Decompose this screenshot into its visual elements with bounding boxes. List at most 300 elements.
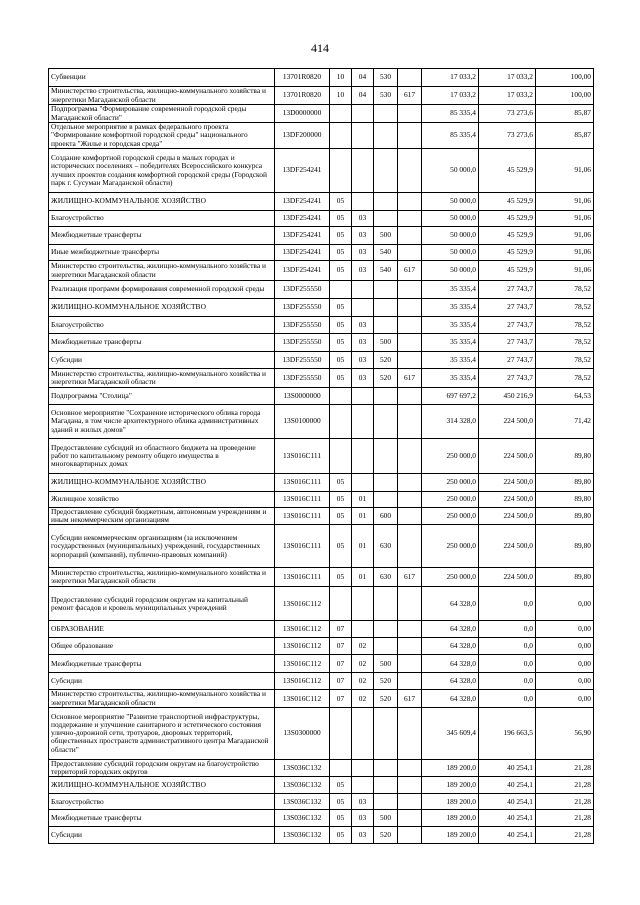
row-administrator-cell [398, 123, 422, 149]
row-code-cell: 13S036C132 [275, 759, 330, 776]
row-code-cell: 13DF254241 [275, 211, 330, 227]
row-percent-cell: 100,00 [536, 87, 594, 105]
row-section-cell: 05 [330, 245, 352, 261]
row-subsection-cell: 01 [352, 525, 374, 568]
row-name-cell: ЖИЛИЩНО-КОММУНАЛЬНОЕ ХОЗЯЙСТВО [49, 299, 275, 317]
row-name-cell: ЖИЛИЩНО-КОММУНАЛЬНОЕ ХОЗЯЙСТВО [49, 193, 275, 211]
row-expense-type-cell: 520 [374, 827, 398, 844]
row-approved-amount-cell: 35 335,4 [422, 299, 479, 317]
row-approved-amount-cell: 85 335,4 [422, 105, 479, 123]
row-executed-amount-cell: 40 254,1 [479, 794, 536, 810]
row-approved-amount-cell: 697 697,2 [422, 388, 479, 405]
row-percent-cell: 85,87 [536, 123, 594, 149]
row-code-cell: 13S016C112 [275, 587, 330, 621]
row-section-cell [330, 105, 352, 123]
row-expense-type-cell: 500 [374, 655, 398, 673]
row-code-cell: 13S016C111 [275, 474, 330, 492]
row-section-cell: 05 [330, 492, 352, 508]
row-administrator-cell [398, 149, 422, 193]
table-row [49, 405, 594, 439]
row-name-cell: Благоустройство [49, 317, 275, 334]
row-subsection-cell [352, 193, 374, 211]
row-subsection-cell: 03 [352, 352, 374, 369]
row-percent-cell: 78,52 [536, 334, 594, 352]
row-approved-amount-cell: 64 328,0 [422, 621, 479, 638]
row-subsection-cell: 04 [352, 69, 374, 87]
row-executed-amount-cell: 40 254,1 [479, 827, 536, 844]
table-row [49, 193, 594, 211]
row-subsection-cell: 01 [352, 492, 374, 508]
row-name-cell: ОБРАЗОВАНИЕ [49, 621, 275, 638]
row-percent-cell: 89,80 [536, 474, 594, 492]
table-row [49, 299, 594, 317]
row-name-cell: Предоставление субсидий бюджетным, автономным учреждениям и иным некоммерческим организациям [49, 508, 275, 525]
row-administrator-cell: 617 [398, 568, 422, 587]
row-subsection-cell: 03 [352, 334, 374, 352]
table-row [49, 707, 594, 759]
row-name-cell: Благоустройство [49, 794, 275, 810]
row-code-cell: 13S016C112 [275, 655, 330, 673]
row-administrator-cell [398, 587, 422, 621]
row-executed-amount-cell: 27 743,7 [479, 352, 536, 369]
row-percent-cell: 89,80 [536, 525, 594, 568]
table-row [49, 334, 594, 352]
row-approved-amount-cell: 189 200,0 [422, 759, 479, 776]
row-section-cell: 05 [330, 211, 352, 227]
row-name-cell: Основное мероприятие "Развитие транспортной инфраструктуры, поддержание и улучшение санитарного и эстетического состояния улично-дорожной сети, тротуаров, дворовых территорий, общественных пространств административного центра Магаданской области" [49, 707, 275, 759]
row-section-cell: 05 [330, 352, 352, 369]
row-percent-cell: 91,06 [536, 193, 594, 211]
row-executed-amount-cell: 27 743,7 [479, 334, 536, 352]
row-name-cell: Предоставление субсидий городским округам на благоустройство территорий городских округов [49, 759, 275, 776]
row-subsection-cell: 03 [352, 810, 374, 827]
row-section-cell: 05 [330, 474, 352, 492]
row-percent-cell: 0,00 [536, 638, 594, 655]
row-name-cell: Министерство строительства, жилищно-коммунального хозяйства и энергетики Магаданской области [49, 87, 275, 105]
row-expense-type-cell [374, 105, 398, 123]
table-row [49, 638, 594, 655]
row-name-cell: Министерство строительства, жилищно-коммунального хозяйства и энергетики Магаданской области [49, 261, 275, 281]
row-expense-type-cell: 520 [374, 352, 398, 369]
row-administrator-cell [398, 474, 422, 492]
row-subsection-cell: 01 [352, 568, 374, 587]
row-section-cell: 05 [330, 777, 352, 794]
row-code-cell: 13S0000000 [275, 388, 330, 405]
table-row [49, 810, 594, 827]
row-code-cell: 13DF254241 [275, 261, 330, 281]
row-name-cell: Иные межбюджетные трансферты [49, 245, 275, 261]
table-row [49, 621, 594, 638]
row-administrator-cell [398, 638, 422, 655]
row-percent-cell: 21,28 [536, 777, 594, 794]
row-name-cell: Субвенции [49, 69, 275, 87]
row-code-cell: 13DF255550 [275, 299, 330, 317]
row-executed-amount-cell: 0,0 [479, 690, 536, 707]
row-code-cell: 13S036C132 [275, 794, 330, 810]
row-code-cell: 13DF255550 [275, 369, 330, 388]
row-percent-cell: 78,52 [536, 352, 594, 369]
row-executed-amount-cell: 17 033,2 [479, 69, 536, 87]
table-row [49, 123, 594, 149]
row-section-cell [330, 388, 352, 405]
row-approved-amount-cell: 50 000,0 [422, 227, 479, 245]
row-code-cell: 13DF255550 [275, 317, 330, 334]
row-percent-cell: 21,28 [536, 759, 594, 776]
row-expense-type-cell: 520 [374, 369, 398, 388]
row-code-cell: 13DF255550 [275, 281, 330, 299]
row-approved-amount-cell: 35 335,4 [422, 317, 479, 334]
row-name-cell: Подпрограмма "Столица" [49, 388, 275, 405]
row-administrator-cell [398, 352, 422, 369]
row-code-cell: 13D0000000 [275, 105, 330, 123]
row-name-cell: Общее образование [49, 638, 275, 655]
row-approved-amount-cell: 50 000,0 [422, 261, 479, 281]
row-administrator-cell [398, 621, 422, 638]
row-administrator-cell [398, 211, 422, 227]
row-code-cell: 13S016C112 [275, 690, 330, 707]
row-subsection-cell: 03 [352, 261, 374, 281]
row-expense-type-cell [374, 794, 398, 810]
row-expense-type-cell [374, 299, 398, 317]
row-expense-type-cell [374, 759, 398, 776]
table-row [49, 673, 594, 690]
row-name-cell: Субсидии [49, 673, 275, 690]
row-executed-amount-cell: 45 529,9 [479, 245, 536, 261]
row-code-cell: 13DF255550 [275, 334, 330, 352]
table-row [49, 69, 594, 87]
row-administrator-cell [398, 707, 422, 759]
row-executed-amount-cell: 0,0 [479, 621, 536, 638]
row-code-cell: 13701R0820 [275, 87, 330, 105]
row-executed-amount-cell: 196 663,5 [479, 707, 536, 759]
table-row [49, 245, 594, 261]
row-executed-amount-cell: 27 743,7 [479, 299, 536, 317]
row-subsection-cell [352, 707, 374, 759]
row-expense-type-cell [374, 474, 398, 492]
row-percent-cell: 91,06 [536, 149, 594, 193]
row-subsection-cell: 01 [352, 508, 374, 525]
row-section-cell: 05 [330, 299, 352, 317]
row-administrator-cell [398, 299, 422, 317]
row-expense-type-cell [374, 707, 398, 759]
row-approved-amount-cell: 250 000,0 [422, 568, 479, 587]
row-expense-type-cell [374, 281, 398, 299]
table-row [49, 474, 594, 492]
row-administrator-cell [398, 281, 422, 299]
row-section-cell: 05 [330, 827, 352, 844]
row-executed-amount-cell: 45 529,9 [479, 149, 536, 193]
row-expense-type-cell: 500 [374, 810, 398, 827]
row-approved-amount-cell: 17 033,2 [422, 69, 479, 87]
row-percent-cell: 89,80 [536, 568, 594, 587]
row-subsection-cell [352, 621, 374, 638]
row-name-cell: Межбюджетные трансферты [49, 334, 275, 352]
row-subsection-cell: 03 [352, 245, 374, 261]
table-row [49, 777, 594, 794]
row-name-cell: Подпрограмма "Формирование современной городской среды Магаданской области" [49, 105, 275, 123]
table-row [49, 352, 594, 369]
row-approved-amount-cell: 50 000,0 [422, 193, 479, 211]
row-expense-type-cell: 500 [374, 227, 398, 245]
row-expense-type-cell: 530 [374, 87, 398, 105]
row-section-cell [330, 405, 352, 439]
row-section-cell: 07 [330, 673, 352, 690]
row-section-cell [330, 759, 352, 776]
row-executed-amount-cell: 224 500,0 [479, 525, 536, 568]
row-administrator-cell [398, 673, 422, 690]
row-approved-amount-cell: 250 000,0 [422, 474, 479, 492]
row-executed-amount-cell: 73 273,6 [479, 123, 536, 149]
row-subsection-cell: 02 [352, 655, 374, 673]
row-approved-amount-cell: 189 200,0 [422, 827, 479, 844]
row-code-cell: 13DF200000 [275, 123, 330, 149]
row-executed-amount-cell: 17 033,2 [479, 87, 536, 105]
table-row [49, 508, 594, 525]
row-expense-type-cell [374, 638, 398, 655]
row-approved-amount-cell: 35 335,4 [422, 352, 479, 369]
row-approved-amount-cell: 64 328,0 [422, 638, 479, 655]
row-name-cell: Министерство строительства, жилищно-коммунального хозяйства и энергетики Магаданской области [49, 369, 275, 388]
row-percent-cell: 21,28 [536, 794, 594, 810]
row-administrator-cell [398, 105, 422, 123]
row-percent-cell: 85,87 [536, 105, 594, 123]
row-administrator-cell: 617 [398, 369, 422, 388]
table-row [49, 827, 594, 844]
row-name-cell: Благоустройство [49, 211, 275, 227]
row-percent-cell: 0,00 [536, 690, 594, 707]
row-name-cell: Межбюджетные трансферты [49, 227, 275, 245]
row-executed-amount-cell: 224 500,0 [479, 405, 536, 439]
row-section-cell: 10 [330, 87, 352, 105]
row-administrator-cell [398, 810, 422, 827]
row-expense-type-cell: 520 [374, 673, 398, 690]
row-executed-amount-cell: 0,0 [479, 638, 536, 655]
row-subsection-cell: 02 [352, 690, 374, 707]
row-expense-type-cell [374, 777, 398, 794]
row-code-cell: 13S016C112 [275, 621, 330, 638]
row-executed-amount-cell: 45 529,9 [479, 261, 536, 281]
row-administrator-cell [398, 439, 422, 474]
row-percent-cell: 56,90 [536, 707, 594, 759]
row-percent-cell: 91,06 [536, 227, 594, 245]
row-subsection-cell: 03 [352, 369, 374, 388]
row-section-cell: 05 [330, 317, 352, 334]
row-subsection-cell [352, 299, 374, 317]
row-code-cell: 13DF255550 [275, 352, 330, 369]
table-row [49, 211, 594, 227]
row-approved-amount-cell: 314 328,0 [422, 405, 479, 439]
row-approved-amount-cell: 189 200,0 [422, 810, 479, 827]
row-section-cell: 05 [330, 568, 352, 587]
row-subsection-cell [352, 123, 374, 149]
row-code-cell: 13S016C111 [275, 525, 330, 568]
row-executed-amount-cell: 0,0 [479, 655, 536, 673]
table-row [49, 794, 594, 810]
table-row [49, 492, 594, 508]
row-name-cell: ЖИЛИЩНО-КОММУНАЛЬНОЕ ХОЗЯЙСТВО [49, 777, 275, 794]
row-expense-type-cell: 520 [374, 690, 398, 707]
row-subsection-cell: 02 [352, 673, 374, 690]
row-administrator-cell [398, 317, 422, 334]
row-section-cell: 07 [330, 690, 352, 707]
row-executed-amount-cell: 224 500,0 [479, 508, 536, 525]
row-expense-type-cell: 630 [374, 525, 398, 568]
table-row [49, 87, 594, 105]
row-section-cell: 05 [330, 334, 352, 352]
row-executed-amount-cell: 224 500,0 [479, 439, 536, 474]
row-name-cell: Министерство строительства, жилищно-коммунального хозяйства и энергетики Магаданской области [49, 690, 275, 707]
row-section-cell: 05 [330, 508, 352, 525]
row-section-cell: 05 [330, 794, 352, 810]
row-administrator-cell [398, 193, 422, 211]
row-subsection-cell: 04 [352, 87, 374, 105]
row-name-cell: Реализация программ формирования современной городской среды [49, 281, 275, 299]
row-executed-amount-cell: 27 743,7 [479, 369, 536, 388]
budget-table [48, 68, 594, 844]
row-name-cell: ЖИЛИЩНО-КОММУНАЛЬНОЕ ХОЗЯЙСТВО [49, 474, 275, 492]
row-subsection-cell: 03 [352, 211, 374, 227]
row-expense-type-cell: 540 [374, 245, 398, 261]
row-code-cell: 13S016C112 [275, 638, 330, 655]
table-row [49, 227, 594, 245]
row-expense-type-cell: 600 [374, 508, 398, 525]
row-approved-amount-cell: 35 335,4 [422, 334, 479, 352]
row-executed-amount-cell: 27 743,7 [479, 317, 536, 334]
row-code-cell: 13DF254241 [275, 227, 330, 245]
row-section-cell: 05 [330, 193, 352, 211]
row-code-cell: 13S016C111 [275, 439, 330, 474]
row-administrator-cell [398, 388, 422, 405]
row-expense-type-cell [374, 211, 398, 227]
row-approved-amount-cell: 345 609,4 [422, 707, 479, 759]
row-administrator-cell [398, 405, 422, 439]
table-row [49, 525, 594, 568]
row-approved-amount-cell: 50 000,0 [422, 149, 479, 193]
row-subsection-cell [352, 777, 374, 794]
row-subsection-cell: 03 [352, 317, 374, 334]
row-percent-cell: 0,00 [536, 673, 594, 690]
row-subsection-cell [352, 405, 374, 439]
row-subsection-cell [352, 149, 374, 193]
row-executed-amount-cell: 45 529,9 [479, 211, 536, 227]
table-row [49, 317, 594, 334]
row-code-cell: 13S036C132 [275, 827, 330, 844]
row-code-cell: 13S016C112 [275, 673, 330, 690]
row-percent-cell: 91,06 [536, 261, 594, 281]
row-code-cell: 13S036C132 [275, 777, 330, 794]
row-subsection-cell [352, 388, 374, 405]
table-row [49, 568, 594, 587]
row-executed-amount-cell: 45 529,9 [479, 227, 536, 245]
row-name-cell: Министерство строительства, жилищно-коммунального хозяйства и энергетики Магаданской области [49, 568, 275, 587]
row-code-cell: 13701R0820 [275, 69, 330, 87]
row-code-cell: 13S0100000 [275, 405, 330, 439]
row-administrator-cell: 617 [398, 690, 422, 707]
row-percent-cell: 0,00 [536, 655, 594, 673]
row-subsection-cell: 02 [352, 638, 374, 655]
row-subsection-cell [352, 759, 374, 776]
row-expense-type-cell [374, 621, 398, 638]
row-section-cell: 10 [330, 69, 352, 87]
row-approved-amount-cell: 189 200,0 [422, 777, 479, 794]
row-section-cell: 07 [330, 655, 352, 673]
row-approved-amount-cell: 35 335,4 [422, 281, 479, 299]
page-number: 414 [311, 41, 329, 55]
row-expense-type-cell [374, 149, 398, 193]
row-code-cell: 13S036C132 [275, 810, 330, 827]
row-section-cell [330, 439, 352, 474]
row-expense-type-cell: 530 [374, 69, 398, 87]
row-section-cell [330, 707, 352, 759]
table-row [49, 149, 594, 193]
row-name-cell: Жилищное хозяйство [49, 492, 275, 508]
row-code-cell: 13S016C111 [275, 568, 330, 587]
row-percent-cell: 78,52 [536, 317, 594, 334]
row-percent-cell: 21,28 [536, 827, 594, 844]
row-approved-amount-cell: 85 335,4 [422, 123, 479, 149]
row-section-cell [330, 281, 352, 299]
row-executed-amount-cell: 27 743,7 [479, 281, 536, 299]
row-code-cell: 13DF254241 [275, 193, 330, 211]
row-section-cell: 05 [330, 369, 352, 388]
row-subsection-cell: 03 [352, 227, 374, 245]
row-name-cell: Субсидии [49, 352, 275, 369]
row-subsection-cell: 03 [352, 794, 374, 810]
row-approved-amount-cell: 64 328,0 [422, 587, 479, 621]
row-administrator-cell [398, 794, 422, 810]
row-name-cell: Межбюджетные трансферты [49, 655, 275, 673]
row-approved-amount-cell: 64 328,0 [422, 673, 479, 690]
row-approved-amount-cell: 50 000,0 [422, 211, 479, 227]
row-approved-amount-cell: 250 000,0 [422, 508, 479, 525]
row-administrator-cell: 617 [398, 87, 422, 105]
row-section-cell: 05 [330, 810, 352, 827]
row-percent-cell: 89,80 [536, 508, 594, 525]
row-expense-type-cell [374, 317, 398, 334]
row-subsection-cell [352, 474, 374, 492]
row-section-cell: 05 [330, 227, 352, 245]
row-section-cell [330, 123, 352, 149]
row-percent-cell: 71,42 [536, 405, 594, 439]
table-row [49, 261, 594, 281]
row-expense-type-cell: 540 [374, 261, 398, 281]
row-section-cell: 05 [330, 525, 352, 568]
row-percent-cell: 78,52 [536, 281, 594, 299]
row-executed-amount-cell: 224 500,0 [479, 474, 536, 492]
row-approved-amount-cell: 250 000,0 [422, 525, 479, 568]
row-approved-amount-cell: 250 000,0 [422, 439, 479, 474]
row-subsection-cell [352, 281, 374, 299]
row-expense-type-cell: 630 [374, 568, 398, 587]
row-administrator-cell [398, 508, 422, 525]
row-approved-amount-cell: 17 033,2 [422, 87, 479, 105]
row-executed-amount-cell: 73 273,6 [479, 105, 536, 123]
row-code-cell: 13S016C111 [275, 492, 330, 508]
table-row [49, 105, 594, 123]
row-percent-cell: 91,06 [536, 245, 594, 261]
row-executed-amount-cell: 40 254,1 [479, 810, 536, 827]
row-executed-amount-cell: 224 500,0 [479, 568, 536, 587]
row-percent-cell: 78,52 [536, 369, 594, 388]
row-executed-amount-cell: 40 254,1 [479, 777, 536, 794]
row-percent-cell: 64,53 [536, 388, 594, 405]
row-code-cell: 13DF254241 [275, 149, 330, 193]
row-name-cell: Основное мероприятие "Сохранение исторического облика города Магадана, в том числе архитектурного облика административных зданий и жилых домов" [49, 405, 275, 439]
table-row [49, 690, 594, 707]
table-row [49, 587, 594, 621]
table-row [49, 281, 594, 299]
row-administrator-cell [398, 777, 422, 794]
